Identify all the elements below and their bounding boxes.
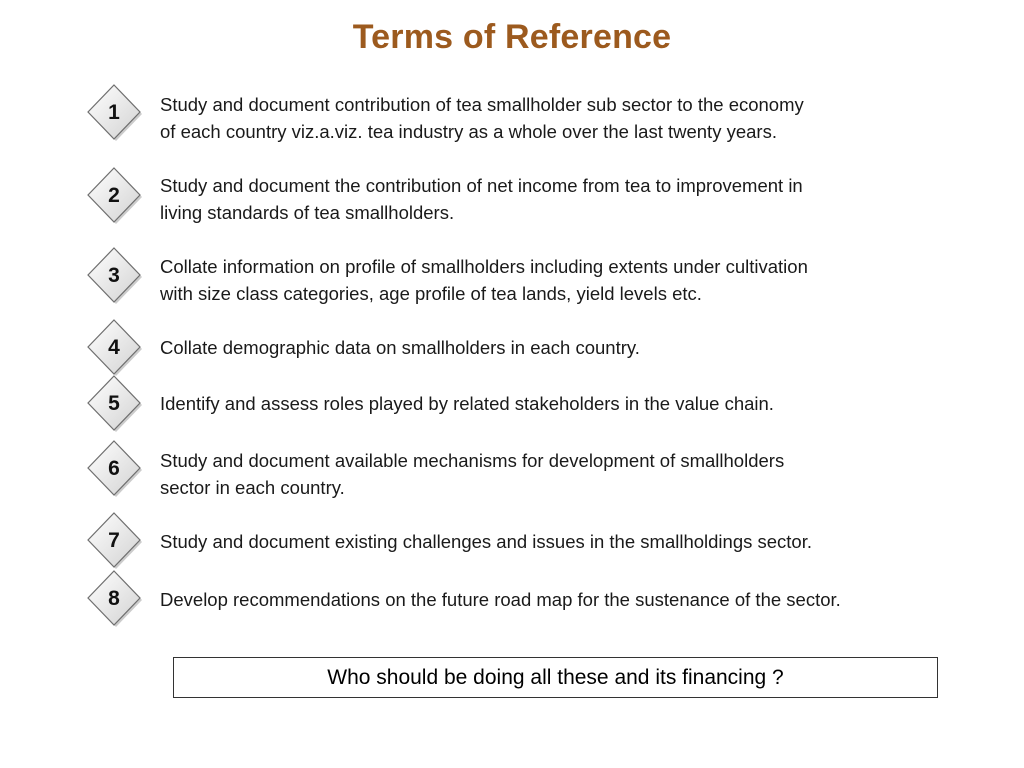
item-number: 6 (108, 457, 120, 480)
item-text: Develop recommendations on the future road map for the sustenance of the sector. (160, 589, 841, 610)
item-text: Collate demographic data on smallholders in each country. (160, 337, 640, 358)
item-number: 8 (108, 587, 120, 610)
diamond-number-badge (84, 439, 144, 499)
diamond-number-badge (84, 83, 144, 143)
page-title: Terms of Reference (352, 18, 672, 56)
diamond-number-badge (84, 569, 144, 629)
item-number: 2 (108, 184, 120, 207)
item-text: Collate information on profile of smallholders including extents under cultivation with size class categories, age profile of tea lands, yield levels etc. (160, 256, 808, 304)
item-number: 3 (108, 264, 120, 287)
item-text: Study and document existing challenges and issues in the smallholdings sector. (160, 531, 812, 552)
item-number: 1 (108, 101, 120, 124)
diamond-number-badge (84, 374, 144, 434)
diamond-number-badge (84, 318, 144, 378)
diamond-number-badge (84, 246, 144, 306)
item-text: Study and document available mechanisms for development of smallholders sector in each country. (160, 450, 785, 498)
diamond-number-badge (84, 166, 144, 226)
item-number: 7 (108, 529, 120, 552)
item-text: Study and document the contribution of net income from tea to improvement in living standards of tea smallholders. (160, 175, 803, 223)
item-text: Study and document contribution of tea smallholder sub sector to the economy of each country viz.a.viz. tea industry as a whole over the last twenty years. (160, 94, 804, 142)
item-number: 4 (108, 336, 120, 359)
question-box: Who should be doing all these and its financing ? (173, 657, 938, 698)
diamond-number-badge (84, 511, 144, 571)
item-text: Identify and assess roles played by related stakeholders in the value chain. (160, 393, 774, 414)
item-number: 5 (108, 392, 120, 415)
